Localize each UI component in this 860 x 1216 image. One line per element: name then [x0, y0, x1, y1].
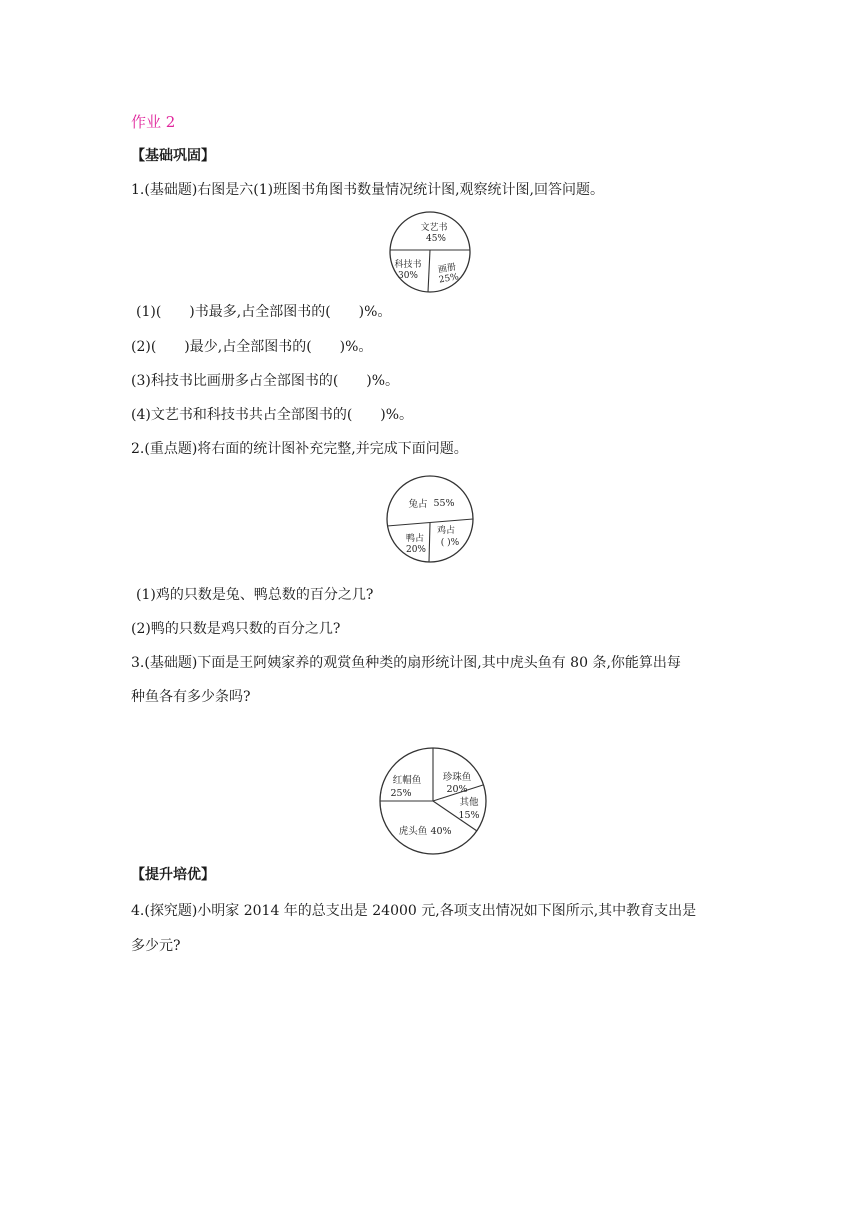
animal-pie-chart: [386, 475, 474, 563]
slice-label-tiger-head: 虎头鱼: [398, 826, 428, 837]
slice-value-chicken: ( )%: [440, 538, 460, 548]
question-2-item-2: (2)鸭的只数是鸡只数的百分之几?: [131, 621, 341, 637]
question-1-item-3: (3)科技书比画册多占全部图书的( )%。: [131, 373, 400, 389]
question-3-stem-line-1: 3.(基础题)下面是王阿姨家养的观赏鱼种类的扇形统计图,其中虎头鱼有 80 条,你能算出每: [131, 655, 681, 671]
slice-label-rabbit: 兔占: [408, 499, 428, 510]
question-4-stem-line-1: 4.(探究题)小明家 2014 年的总支出是 24000 元,各项支出情况如下图所示,其中教育支出是: [131, 903, 697, 919]
slice-label-literature: 文艺书: [420, 223, 448, 233]
question-1-item-1: (1)( )书最多,占全部图书的( )%。: [136, 304, 392, 320]
slice-value-picturebook: 25%: [438, 272, 460, 286]
section-heading-basic: 【基础巩固】: [131, 148, 215, 164]
slice-label-red-cap: 红帽鱼: [392, 775, 422, 786]
slice-value-pearl: 20%: [446, 784, 468, 795]
question-3-stem-line-2: 种鱼各有多少条吗?: [131, 689, 251, 705]
slice-label-duck: 鸭占: [405, 534, 425, 544]
slice-label-pearl: 珍珠鱼: [442, 772, 472, 783]
question-2-stem: 2.(重点题)将右面的统计图补充完整,并完成下面问题。: [131, 441, 468, 457]
slice-label-other: 其他: [459, 797, 479, 808]
slice-value-literature: 45%: [425, 234, 447, 244]
book-pie-chart: [388, 210, 472, 294]
slice-value-science: 30%: [397, 271, 419, 281]
page-title: 作业 2: [131, 113, 176, 131]
question-2-item-1: (1)鸡的只数是兔、鸭总数的百分之几?: [136, 587, 374, 603]
fish-pie-chart: [379, 747, 487, 855]
question-1-item-4: (4)文艺书和科技书共占全部图书的( )%。: [131, 407, 414, 423]
slice-label-picturebook: 画册: [437, 262, 457, 276]
question-1-stem: 1.(基础题)右图是六(1)班图书角图书数量情况统计图,观察统计图,回答问题。: [131, 182, 605, 198]
slice-value-duck: 20%: [405, 545, 427, 555]
question-4-stem-line-2: 多少元?: [131, 938, 181, 954]
slice-label-chicken: 鸡占: [436, 526, 456, 536]
slice-value-red-cap: 25%: [390, 788, 412, 799]
question-1-item-2: (2)( )最少,占全部图书的( )%。: [131, 339, 373, 355]
slice-label-science: 科技书: [394, 260, 422, 270]
slice-value-rabbit: 55%: [433, 498, 455, 509]
slice-value-other: 15%: [458, 810, 480, 821]
section-heading-advanced: 【提升培优】: [131, 867, 215, 883]
slice-value-tiger-head: 40%: [430, 826, 452, 837]
